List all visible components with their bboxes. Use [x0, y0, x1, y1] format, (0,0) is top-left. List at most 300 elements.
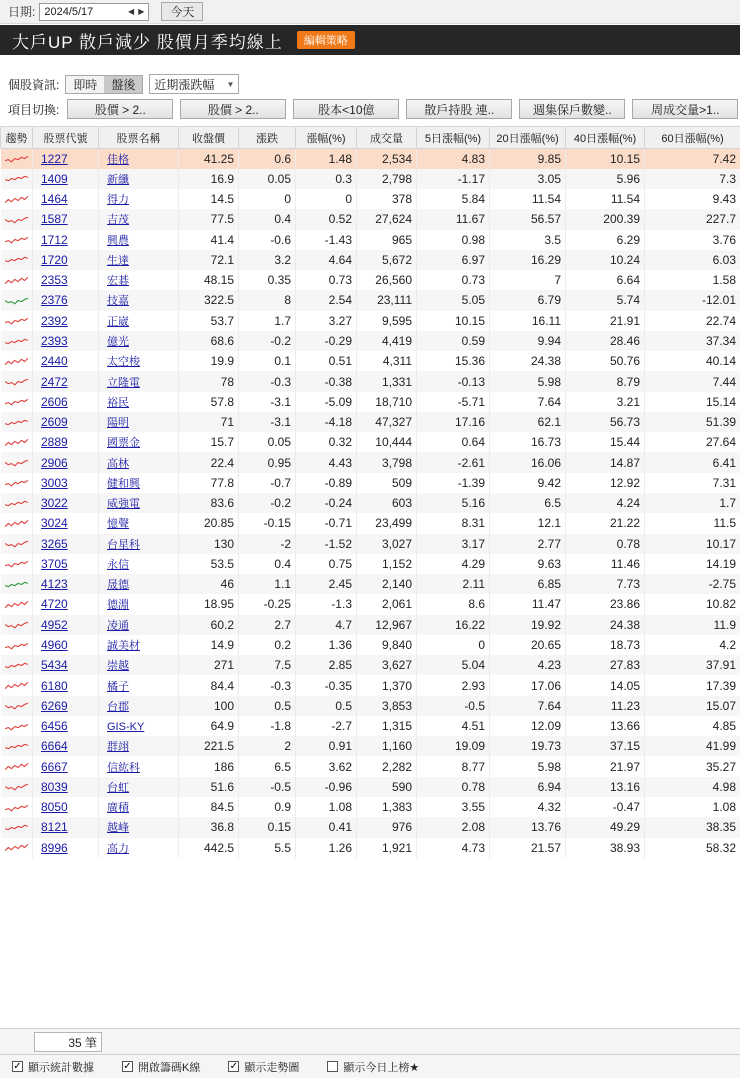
cell-name [99, 635, 179, 655]
cell-code [33, 513, 99, 533]
cell-5d: 4.83 [417, 149, 490, 169]
table-row[interactable] [1, 513, 740, 533]
cell-trend [1, 756, 33, 776]
stock-name-link[interactable]: 健和興 [107, 477, 140, 490]
stock-name-link[interactable]: 新纖 [107, 173, 129, 186]
stock-code-link[interactable]: 2609 [41, 415, 68, 430]
cell-60d: 1.7 [645, 493, 740, 513]
stock-name-link[interactable]: 威強電 [107, 498, 140, 511]
cell-code [33, 574, 99, 594]
cell-40d: 37.15 [566, 736, 645, 756]
stock-code-link[interactable]: 2472 [41, 374, 68, 389]
stock-name-link[interactable]: 興農 [107, 234, 129, 247]
stock-name-link[interactable]: 國票金 [107, 437, 140, 450]
cell-40d: 14.05 [566, 675, 645, 695]
col-header-trend[interactable]: 趨勢 [1, 127, 33, 149]
cell-change: 1.7 [239, 311, 296, 331]
options-bar [0, 1054, 740, 1078]
stock-code-link[interactable]: 6456 [41, 719, 68, 734]
sparkline-icon [5, 823, 29, 832]
stock-code-link[interactable]: 4952 [41, 617, 68, 632]
cell-60d: 41.99 [645, 736, 740, 756]
edit-strategy-button[interactable]: 編輯策略 [297, 31, 355, 49]
sparkline-icon [5, 620, 29, 629]
checkbox-box[interactable]: ✓ [229, 1061, 239, 1072]
col-header-change-pct[interactable]: 漲幅(%) [296, 127, 357, 149]
cell-code [33, 270, 99, 290]
stock-code-link[interactable]: 3022 [41, 496, 68, 511]
cell-change: 8 [239, 290, 296, 310]
stock-code-link[interactable]: 1712 [41, 232, 68, 247]
table-row[interactable] [1, 432, 740, 452]
stock-code-link[interactable]: 3705 [41, 556, 68, 571]
table-row[interactable] [1, 371, 740, 391]
col-header-5d[interactable]: 5日漲幅(%) [417, 127, 490, 149]
cell-trend [1, 270, 33, 290]
cell-change: 0 [239, 189, 296, 209]
stock-name-link[interactable]: 裕民 [107, 396, 129, 409]
stock-code-link[interactable]: 8121 [41, 820, 68, 835]
table-row[interactable] [1, 412, 740, 432]
cell-close: 186 [179, 756, 239, 776]
cell-name [99, 270, 179, 290]
cell-code [33, 412, 99, 432]
cell-change-pct: -2.7 [296, 716, 357, 736]
stock-name-link[interactable]: 永信 [107, 558, 129, 571]
stock-code-link[interactable]: 1227 [41, 151, 68, 166]
stock-name-link[interactable]: 誠美材 [107, 640, 140, 652]
cell-60d: 27.64 [645, 432, 740, 452]
stock-code-link[interactable]: 2889 [41, 435, 68, 450]
cell-60d: 6.03 [645, 250, 740, 270]
table-row[interactable] [1, 351, 740, 371]
stock-code-link[interactable]: 5434 [41, 658, 68, 673]
sparkline-icon [5, 438, 29, 447]
stock-code-link[interactable]: 4960 [41, 638, 68, 652]
table-row[interactable] [1, 797, 740, 817]
cell-code [33, 290, 99, 310]
cell-name [99, 230, 179, 250]
cell-60d: 4.98 [645, 777, 740, 797]
realtime-tab[interactable]: 即時 [66, 76, 104, 93]
sparkline-icon [5, 580, 29, 589]
sparkline-icon [5, 843, 29, 852]
cell-volume: 3,798 [357, 452, 417, 472]
cell-20d: 7.64 [490, 392, 566, 412]
cell-volume: 9,595 [357, 311, 417, 331]
stock-name-link[interactable]: GIS-KY [107, 721, 145, 734]
cell-5d: 16.22 [417, 615, 490, 635]
stock-code-link[interactable]: 1464 [41, 192, 68, 207]
show-stats-checkbox[interactable] [12, 1059, 94, 1075]
table-row[interactable] [1, 716, 740, 736]
cell-trend [1, 392, 33, 412]
switch-button-3[interactable]: 股本<10億 [293, 99, 399, 119]
cell-20d: 16.11 [490, 311, 566, 331]
cell-code [33, 797, 99, 817]
cell-5d: 10.15 [417, 311, 490, 331]
table-header [1, 127, 740, 149]
next-date-icon[interactable]: ▶ [138, 7, 145, 16]
table-row[interactable] [1, 838, 740, 858]
stock-name-link[interactable]: 佳格 [107, 153, 129, 166]
cell-change: 0.6 [239, 149, 296, 169]
table-row[interactable] [1, 149, 740, 169]
cell-change-pct: 0.32 [296, 432, 357, 452]
cell-change-pct: 0.3 [296, 169, 357, 189]
cell-5d: 0.59 [417, 331, 490, 351]
checkbox-box[interactable] [327, 1061, 338, 1072]
cell-close: 53.5 [179, 554, 239, 574]
cell-60d: 14.19 [645, 554, 740, 574]
chip-kline-checkbox[interactable] [122, 1059, 200, 1075]
stock-code-link[interactable]: 2393 [41, 334, 68, 349]
cell-name [99, 696, 179, 716]
cell-change-pct: -0.38 [296, 371, 357, 391]
cell-5d: 19.09 [417, 736, 490, 756]
checkbox-box[interactable]: ✓ [13, 1061, 22, 1072]
cell-name [99, 594, 179, 614]
cell-name [99, 574, 179, 594]
table-row[interactable] [1, 270, 740, 290]
cell-5d: -1.39 [417, 473, 490, 493]
sparkline-icon [5, 559, 29, 568]
cell-change: -0.3 [239, 675, 296, 695]
sparkline-icon [5, 195, 29, 204]
stock-name-link[interactable]: 崇越 [107, 660, 129, 673]
cell-code [33, 432, 99, 452]
stock-code-link[interactable]: 2392 [41, 313, 68, 328]
stock-name-link[interactable]: 廣積 [107, 802, 129, 815]
cell-code [33, 371, 99, 391]
cell-volume: 1,160 [357, 736, 417, 756]
cell-volume: 1,921 [357, 838, 417, 858]
cell-60d: 3.76 [645, 230, 740, 250]
cell-name [99, 797, 179, 817]
sparkline-icon [5, 174, 29, 183]
cell-5d: 4.51 [417, 716, 490, 736]
cell-60d: -2.75 [645, 574, 740, 594]
stock-code-link[interactable]: 6667 [41, 759, 68, 774]
sparkline-icon [5, 276, 29, 285]
cell-60d: 7.3 [645, 169, 740, 189]
table-row[interactable] [1, 736, 740, 756]
table-row[interactable] [1, 635, 740, 655]
stock-code-link[interactable]: 8996 [41, 840, 68, 855]
stock-code-link[interactable]: 4720 [41, 597, 68, 612]
stock-name-link[interactable]: 台虹 [107, 781, 129, 794]
stock-name-link[interactable]: 高林 [107, 457, 129, 470]
switch-button-5[interactable]: 週集保戶數變.. [519, 99, 625, 119]
cell-5d: 2.11 [417, 574, 490, 594]
cell-40d: 21.22 [566, 513, 645, 533]
cell-40d: 56.73 [566, 412, 645, 432]
table-row[interactable] [1, 473, 740, 493]
sparkline-icon [5, 782, 29, 791]
table-row[interactable] [1, 756, 740, 776]
table-row[interactable] [1, 655, 740, 675]
date-bar [0, 0, 740, 24]
show-trend-checkbox[interactable] [228, 1059, 299, 1075]
stock-code-link[interactable]: 2606 [41, 394, 68, 409]
cell-code [33, 655, 99, 675]
cell-20d: 9.63 [490, 554, 566, 574]
cell-change-pct: 0 [296, 189, 357, 209]
cell-5d: 5.04 [417, 655, 490, 675]
cell-close: 83.6 [179, 493, 239, 513]
stock-name-link[interactable]: 凌通 [107, 619, 129, 632]
sparkline-icon [5, 397, 29, 406]
cell-name [99, 716, 179, 736]
cell-close: 51.6 [179, 777, 239, 797]
cell-close: 271 [179, 655, 239, 675]
cell-code [33, 594, 99, 614]
cell-name [99, 838, 179, 858]
cell-close: 100 [179, 696, 239, 716]
table-row[interactable] [1, 493, 740, 513]
stock-code-link[interactable]: 2353 [41, 273, 68, 288]
stock-name-link[interactable]: 陽明 [107, 417, 129, 430]
cell-20d: 6.85 [490, 574, 566, 594]
switch-button-1[interactable]: 股價 > 2.. [67, 99, 173, 119]
cell-change-pct: -1.3 [296, 594, 357, 614]
col-header-change[interactable]: 漲跌 [239, 127, 296, 149]
cell-change: -2 [239, 534, 296, 554]
today-listed-checkbox[interactable] [327, 1059, 419, 1075]
cell-trend [1, 209, 33, 229]
table-row[interactable] [1, 594, 740, 614]
cell-change-pct: -0.89 [296, 473, 357, 493]
cell-40d: -0.47 [566, 797, 645, 817]
table-row[interactable] [1, 574, 740, 594]
stock-name-link[interactable]: 億光 [107, 336, 129, 349]
cell-volume: 9,840 [357, 635, 417, 655]
cell-trend [1, 716, 33, 736]
table-row[interactable] [1, 554, 740, 574]
stock-code-link[interactable]: 8039 [41, 779, 68, 794]
cell-change: 0.1 [239, 351, 296, 371]
stock-name-link[interactable]: 宏碁 [107, 275, 129, 288]
stock-code-link[interactable]: 6180 [41, 678, 68, 693]
stock-name-link[interactable]: 台星科 [107, 538, 140, 551]
cell-name [99, 351, 179, 371]
cell-change: -1.8 [239, 716, 296, 736]
cell-20d: 11.47 [490, 594, 566, 614]
checkbox-box[interactable]: ✓ [123, 1061, 132, 1072]
cell-40d: 18.73 [566, 635, 645, 655]
cell-change: -0.15 [239, 513, 296, 533]
switch-button-6[interactable]: 周成交量>1.. [632, 99, 738, 119]
sparkline-icon [5, 762, 29, 771]
cell-name [99, 169, 179, 189]
cell-20d: 7.64 [490, 696, 566, 716]
cell-name [99, 432, 179, 452]
table-row[interactable] [1, 209, 740, 229]
stock-code-link[interactable]: 1587 [41, 212, 68, 227]
cell-20d: 24.38 [490, 351, 566, 371]
cell-20d: 11.54 [490, 189, 566, 209]
stock-code-link[interactable]: 1409 [41, 171, 68, 186]
stock-name-link[interactable]: 信紘科 [107, 761, 140, 774]
cell-change: -0.2 [239, 331, 296, 351]
cell-name [99, 817, 179, 837]
stock-name-link[interactable]: 立隆電 [107, 376, 140, 389]
switch-button-2[interactable]: 股價 > 2.. [180, 99, 286, 119]
stock-name-link[interactable]: 太空梭 [107, 356, 140, 369]
table-row[interactable] [1, 392, 740, 412]
cell-40d: 12.92 [566, 473, 645, 493]
cell-close: 57.8 [179, 392, 239, 412]
stock-code-link[interactable]: 3024 [41, 516, 68, 531]
table-row[interactable] [1, 169, 740, 189]
table-row[interactable] [1, 452, 740, 472]
cell-close: 78 [179, 371, 239, 391]
table-row[interactable] [1, 290, 740, 310]
today-button[interactable]: 今天 [161, 2, 203, 21]
col-header-20d[interactable]: 20日漲幅(%) [490, 127, 566, 149]
switch-button-4[interactable]: 散戶持股 連.. [406, 99, 512, 119]
table-row[interactable] [1, 250, 740, 270]
cell-name [99, 311, 179, 331]
cell-close: 322.5 [179, 290, 239, 310]
col-header-code[interactable]: 股票代號 [33, 127, 99, 149]
cell-40d: 28.46 [566, 331, 645, 351]
cell-5d: -1.17 [417, 169, 490, 189]
cell-code [33, 736, 99, 756]
cell-5d: 3.55 [417, 797, 490, 817]
stock-name-link[interactable]: 越峰 [107, 822, 129, 835]
table-row[interactable] [1, 696, 740, 716]
sparkline-icon [5, 499, 29, 508]
stock-name-link[interactable]: 生達 [107, 254, 129, 267]
after-hours-tab[interactable]: 盤後 [104, 76, 142, 93]
table-row[interactable] [1, 777, 740, 797]
cell-60d: 37.91 [645, 655, 740, 675]
stock-code-link[interactable]: 6269 [41, 698, 68, 713]
cell-close: 442.5 [179, 838, 239, 858]
col-header-40d[interactable]: 40日漲幅(%) [566, 127, 645, 149]
cell-trend [1, 675, 33, 695]
cell-5d: 0.98 [417, 230, 490, 250]
col-header-close[interactable]: 收盤價 [179, 127, 239, 149]
sparkline-icon [5, 641, 29, 650]
cell-40d: 50.76 [566, 351, 645, 371]
table-row[interactable] [1, 311, 740, 331]
cell-change-pct: 2.54 [296, 290, 357, 310]
cell-60d: 17.39 [645, 675, 740, 695]
stock-name-link[interactable]: 吉茂 [107, 214, 129, 227]
cell-name [99, 736, 179, 756]
stock-code-link[interactable]: 2376 [41, 293, 68, 308]
table-row[interactable] [1, 615, 740, 635]
cell-change: 5.5 [239, 838, 296, 858]
table-row[interactable] [1, 817, 740, 837]
stock-name-link[interactable]: 德淵 [107, 599, 129, 612]
cell-change: -3.1 [239, 412, 296, 432]
stock-name-link[interactable]: 高力 [107, 842, 129, 855]
date-picker[interactable] [39, 3, 149, 21]
cell-5d: 5.84 [417, 189, 490, 209]
cell-20d: 7 [490, 270, 566, 290]
cell-60d: 9.43 [645, 189, 740, 209]
cell-volume: 603 [357, 493, 417, 513]
stock-name-link[interactable]: 技嘉 [107, 295, 129, 308]
cell-5d: 15.36 [417, 351, 490, 371]
cell-volume: 4,311 [357, 351, 417, 371]
cell-close: 22.4 [179, 452, 239, 472]
cell-5d: 8.31 [417, 513, 490, 533]
cell-40d: 14.87 [566, 452, 645, 472]
cell-change-pct: -1.52 [296, 534, 357, 554]
stock-code-link[interactable]: 4123 [41, 577, 68, 592]
stock-name-link[interactable]: 得力 [107, 194, 129, 207]
cell-60d: 38.35 [645, 817, 740, 837]
stock-name-link[interactable]: 橘子 [107, 680, 129, 693]
cell-40d: 21.91 [566, 311, 645, 331]
stock-info-row [0, 72, 740, 96]
table-row[interactable] [1, 189, 740, 209]
cell-40d: 27.83 [566, 655, 645, 675]
sparkline-icon [5, 235, 29, 244]
stock-code-link[interactable]: 1720 [41, 252, 68, 267]
cell-5d: -0.5 [417, 696, 490, 716]
cell-close: 15.7 [179, 432, 239, 452]
stock-code-link[interactable]: 3003 [41, 475, 68, 490]
checkbox-label: 開啟籌碼K線 [138, 1061, 201, 1074]
sparkline-icon [5, 458, 29, 467]
cell-code [33, 230, 99, 250]
stock-name-link[interactable]: 正崴 [107, 315, 129, 328]
cell-close: 84.5 [179, 797, 239, 817]
stock-code-link[interactable]: 6664 [41, 739, 68, 754]
prev-date-icon[interactable]: ◀ [128, 7, 135, 16]
stock-code-link[interactable]: 2440 [41, 354, 68, 369]
cell-change-pct: -0.35 [296, 675, 357, 695]
stock-name-link[interactable]: 晟德 [107, 579, 129, 592]
col-header-volume[interactable]: 成交量 [357, 127, 417, 149]
cell-60d: 15.07 [645, 696, 740, 716]
stock-code-link[interactable]: 3265 [41, 536, 68, 551]
cell-volume: 590 [357, 777, 417, 797]
stock-code-link[interactable]: 2906 [41, 455, 68, 470]
cell-code [33, 817, 99, 837]
cell-40d: 0.78 [566, 534, 645, 554]
cell-code [33, 473, 99, 493]
table-row[interactable] [1, 675, 740, 695]
period-select[interactable] [149, 74, 239, 94]
cell-20d: 6.94 [490, 777, 566, 797]
cell-volume: 2,534 [357, 149, 417, 169]
table-row[interactable] [1, 230, 740, 250]
item-switch-label: 項目切換: [8, 102, 60, 117]
cell-20d: 20.65 [490, 635, 566, 655]
cell-40d: 3.21 [566, 392, 645, 412]
stock-name-link[interactable]: 台郡 [107, 700, 129, 713]
stock-code-link[interactable]: 8050 [41, 800, 68, 815]
cell-change-pct: 1.36 [296, 635, 357, 655]
cell-code [33, 493, 99, 513]
cell-volume: 12,967 [357, 615, 417, 635]
table-row[interactable] [1, 534, 740, 554]
stock-table [0, 126, 740, 858]
col-header-60d[interactable]: 60日漲幅(%) [645, 127, 740, 149]
stock-name-link[interactable]: 憶聲 [107, 518, 129, 531]
cell-name [99, 513, 179, 533]
table-row[interactable] [1, 331, 740, 351]
col-header-name[interactable]: 股票名稱 [99, 127, 179, 149]
cell-5d: -2.61 [417, 452, 490, 472]
stock-name-link[interactable]: 群翊 [107, 741, 129, 754]
